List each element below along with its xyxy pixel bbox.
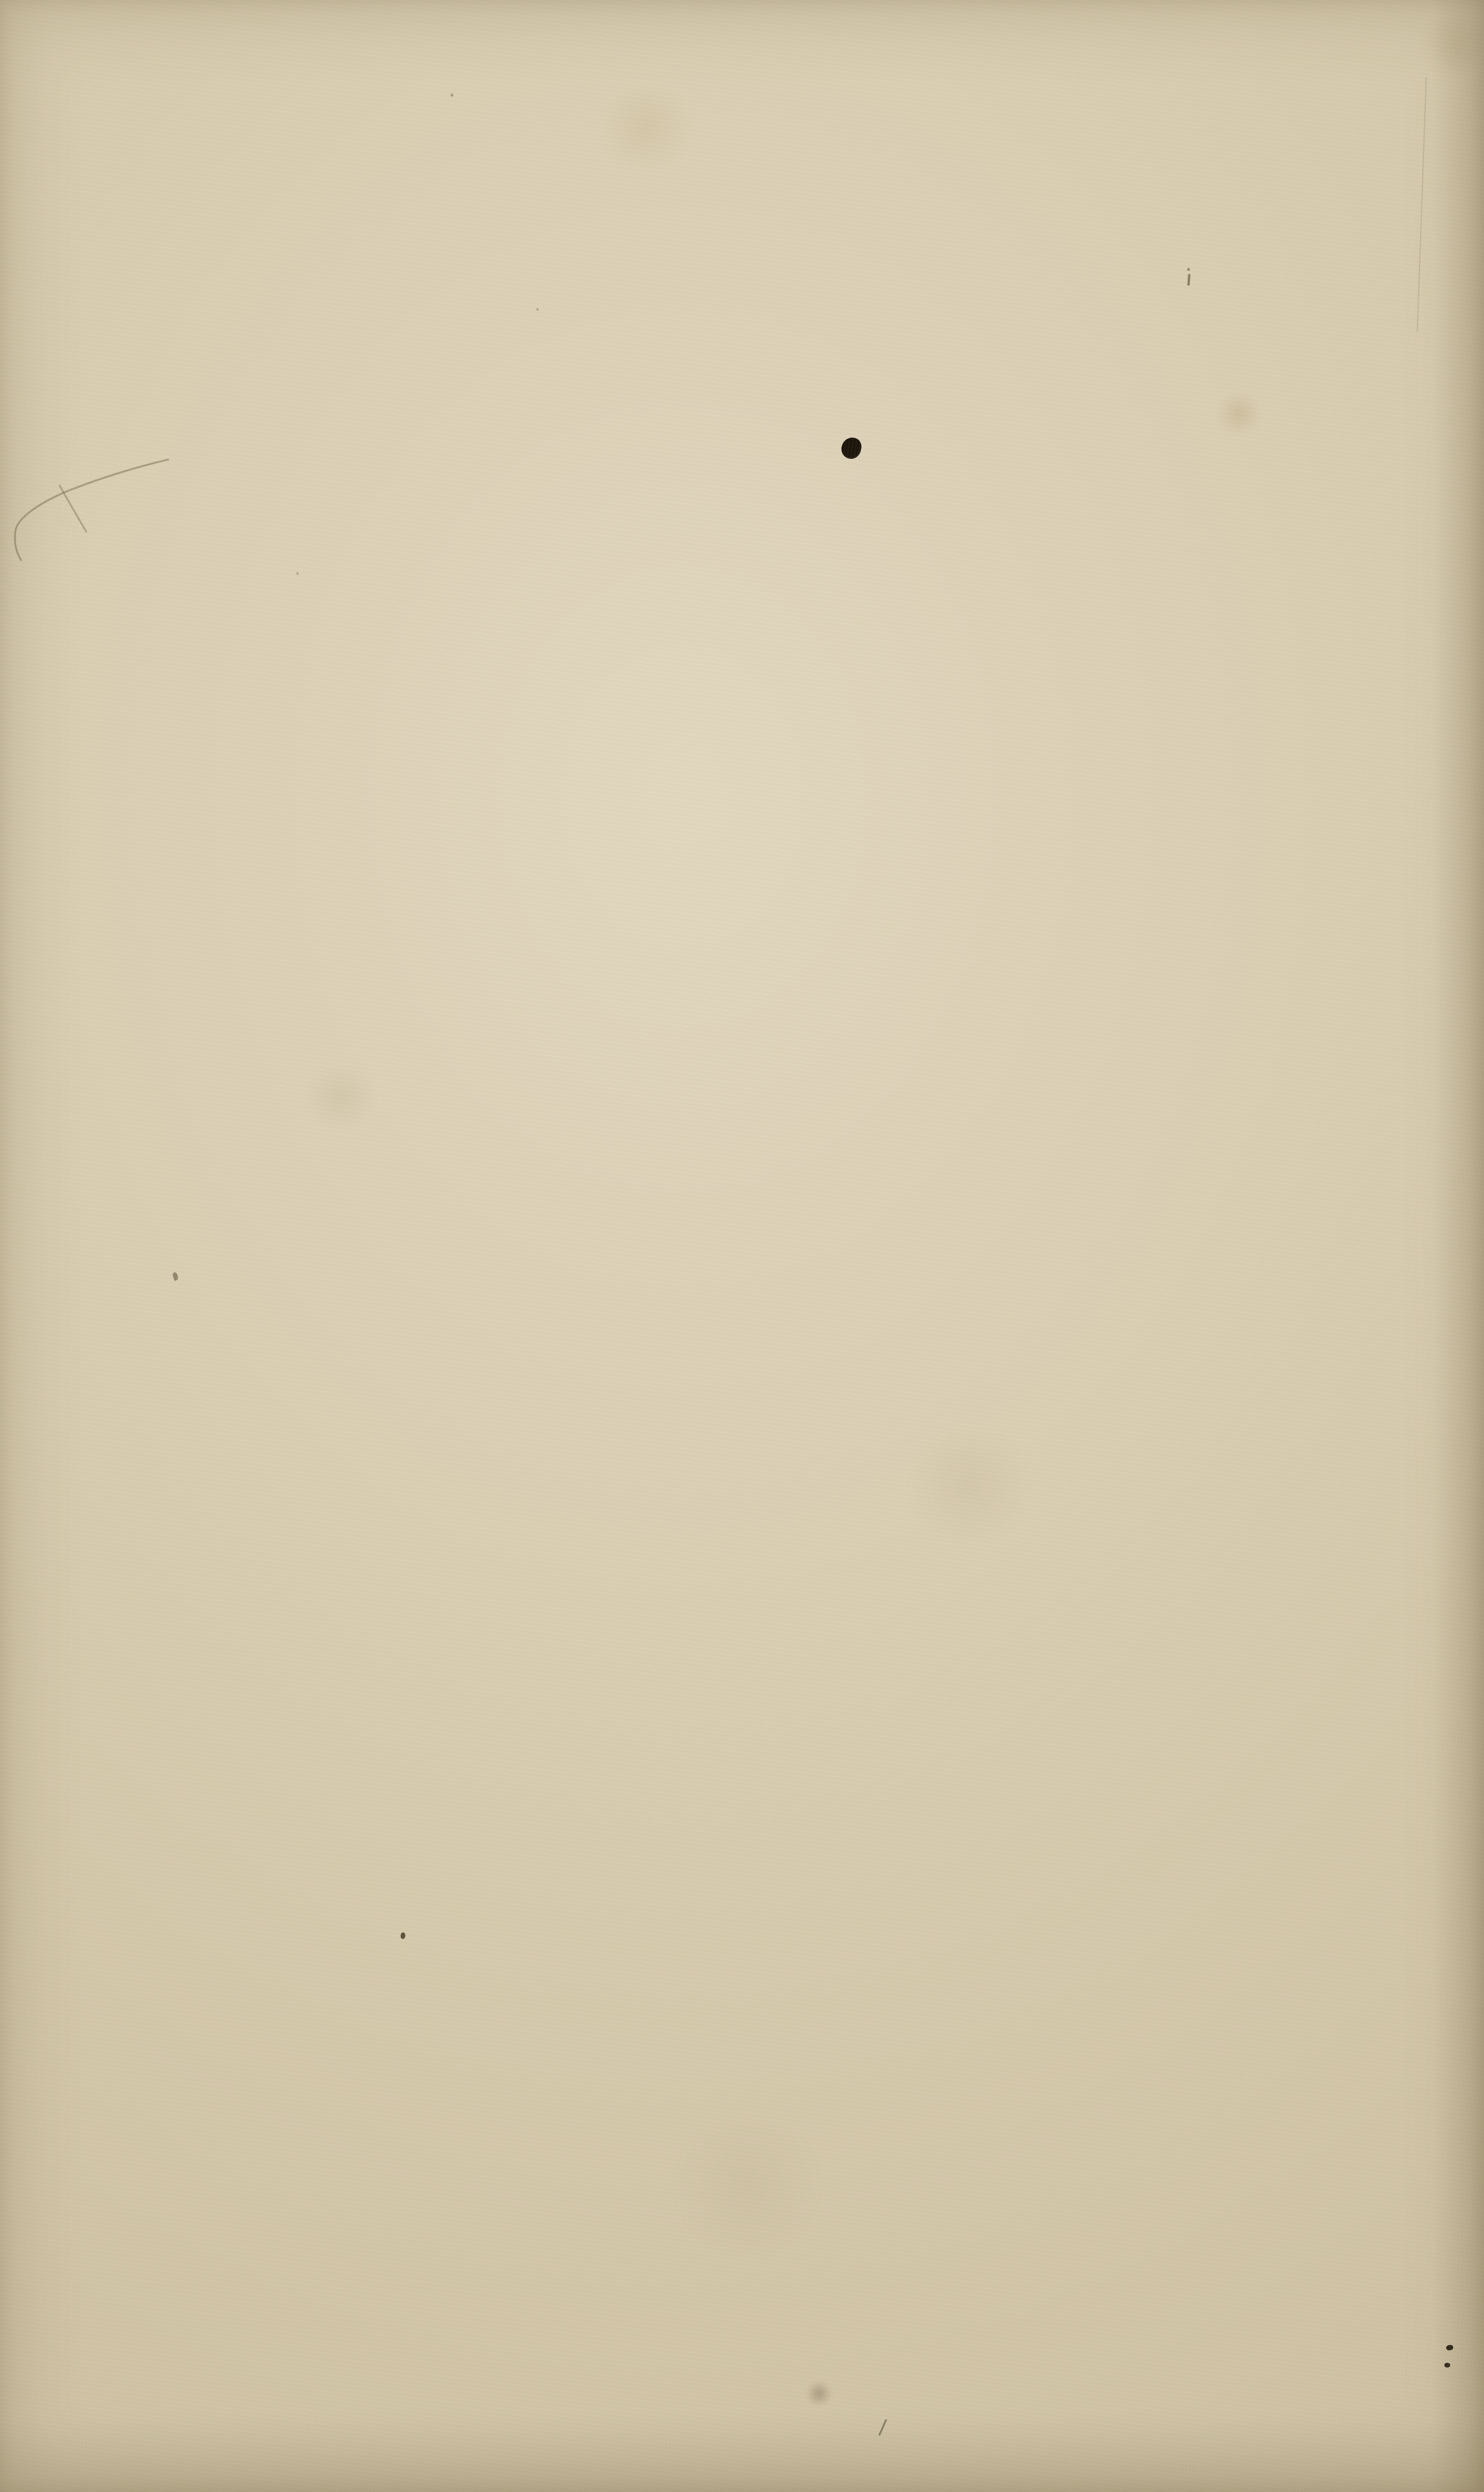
paper-crease: [1416, 77, 1427, 332]
paper-stain: [664, 2122, 830, 2247]
stray-ink-mark: [1187, 274, 1190, 286]
paper-speck: [536, 308, 539, 311]
paper-smudge: [805, 2382, 833, 2405]
paper-stain: [1215, 394, 1262, 433]
ink-dot: [1444, 2363, 1450, 2368]
stray-ink-dot: [1187, 268, 1190, 271]
ink-blot: [840, 436, 863, 461]
pencil-scratch: [0, 409, 202, 611]
paper-stain: [1416, 18, 1484, 71]
asterisk-mark: [400, 1932, 405, 1939]
page-content: [199, 0, 1375, 153]
paper-stain: [302, 1067, 379, 1126]
paper-speck: [296, 572, 299, 575]
ink-dot: [1445, 2344, 1454, 2351]
comma-speck: [172, 1271, 179, 1281]
slash-mark: [878, 2419, 887, 2436]
paper-stain: [901, 1435, 1037, 1535]
